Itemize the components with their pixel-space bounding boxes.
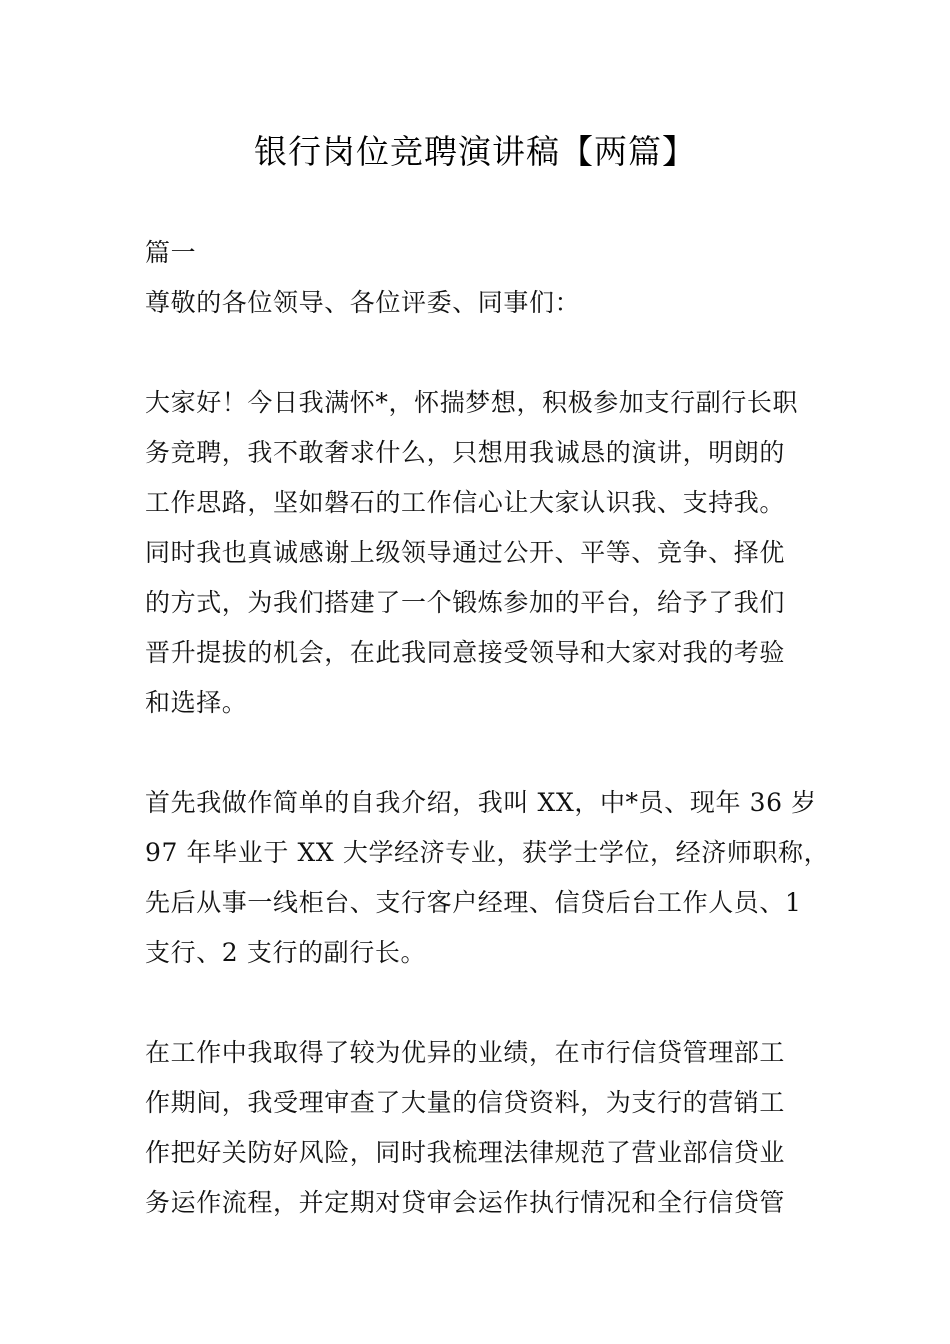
paragraph-1 bbox=[145, 378, 810, 728]
paragraph-line: 大家好！今日我满怀*，怀揣梦想，积极参加支行副行长职 bbox=[145, 388, 799, 417]
paragraph-gap bbox=[145, 728, 810, 778]
section-label: 篇一 bbox=[145, 238, 197, 267]
paragraph-line: 务竞聘，我不敢奢求什么，只想用我诚恳的演讲，明朗的 bbox=[145, 438, 786, 467]
paragraph-line: 和选择。 bbox=[145, 688, 248, 717]
paragraph-2 bbox=[145, 778, 830, 978]
paragraph-line: 首先我做作简单的自我介绍，我叫 XX，中*员、现年 36 岁 bbox=[145, 788, 817, 817]
paragraph-line: 97 年毕业于 XX 大学经济专业，获学士学位，经济师职称， bbox=[145, 838, 830, 867]
paragraph-3 bbox=[145, 1028, 810, 1228]
paragraph-line: 支行、2 支行的副行长。 bbox=[145, 938, 427, 967]
paragraph-gap bbox=[145, 328, 810, 378]
paragraph-line: 务运作流程，并定期对贷审会运作执行情况和全行信贷管 bbox=[145, 1188, 786, 1217]
salutation: 尊敬的各位领导、各位评委、同事们： bbox=[145, 288, 581, 317]
paragraph-line: 的方式，为我们搭建了一个锻炼参加的平台，给予了我们 bbox=[145, 588, 786, 617]
paragraph-line: 在工作中我取得了较为优异的业绩，在市行信贷管理部工 bbox=[145, 1038, 786, 1067]
paragraph-line: 晋升提拔的机会，在此我同意接受领导和大家对我的考验 bbox=[145, 638, 786, 667]
paragraph-line: 先后从事一线柜台、支行客户经理、信贷后台工作人员、1 bbox=[145, 888, 802, 917]
paragraph-gap bbox=[145, 978, 810, 1028]
paragraph-line: 作把好关防好风险，同时我梳理法律规范了营业部信贷业 bbox=[145, 1138, 786, 1167]
paragraph-line: 同时我也真诚感谢上级领导通过公开、平等、竞争、择优 bbox=[145, 538, 786, 567]
paragraph-line: 工作思路，坚如磐石的工作信心让大家认识我、支持我。 bbox=[145, 488, 786, 517]
document-title: 银行岗位竞聘演讲稿【两篇】 bbox=[254, 132, 696, 171]
paragraph-line: 作期间，我受理审查了大量的信贷资料，为支行的营销工 bbox=[145, 1088, 786, 1117]
document-body bbox=[145, 228, 830, 1228]
